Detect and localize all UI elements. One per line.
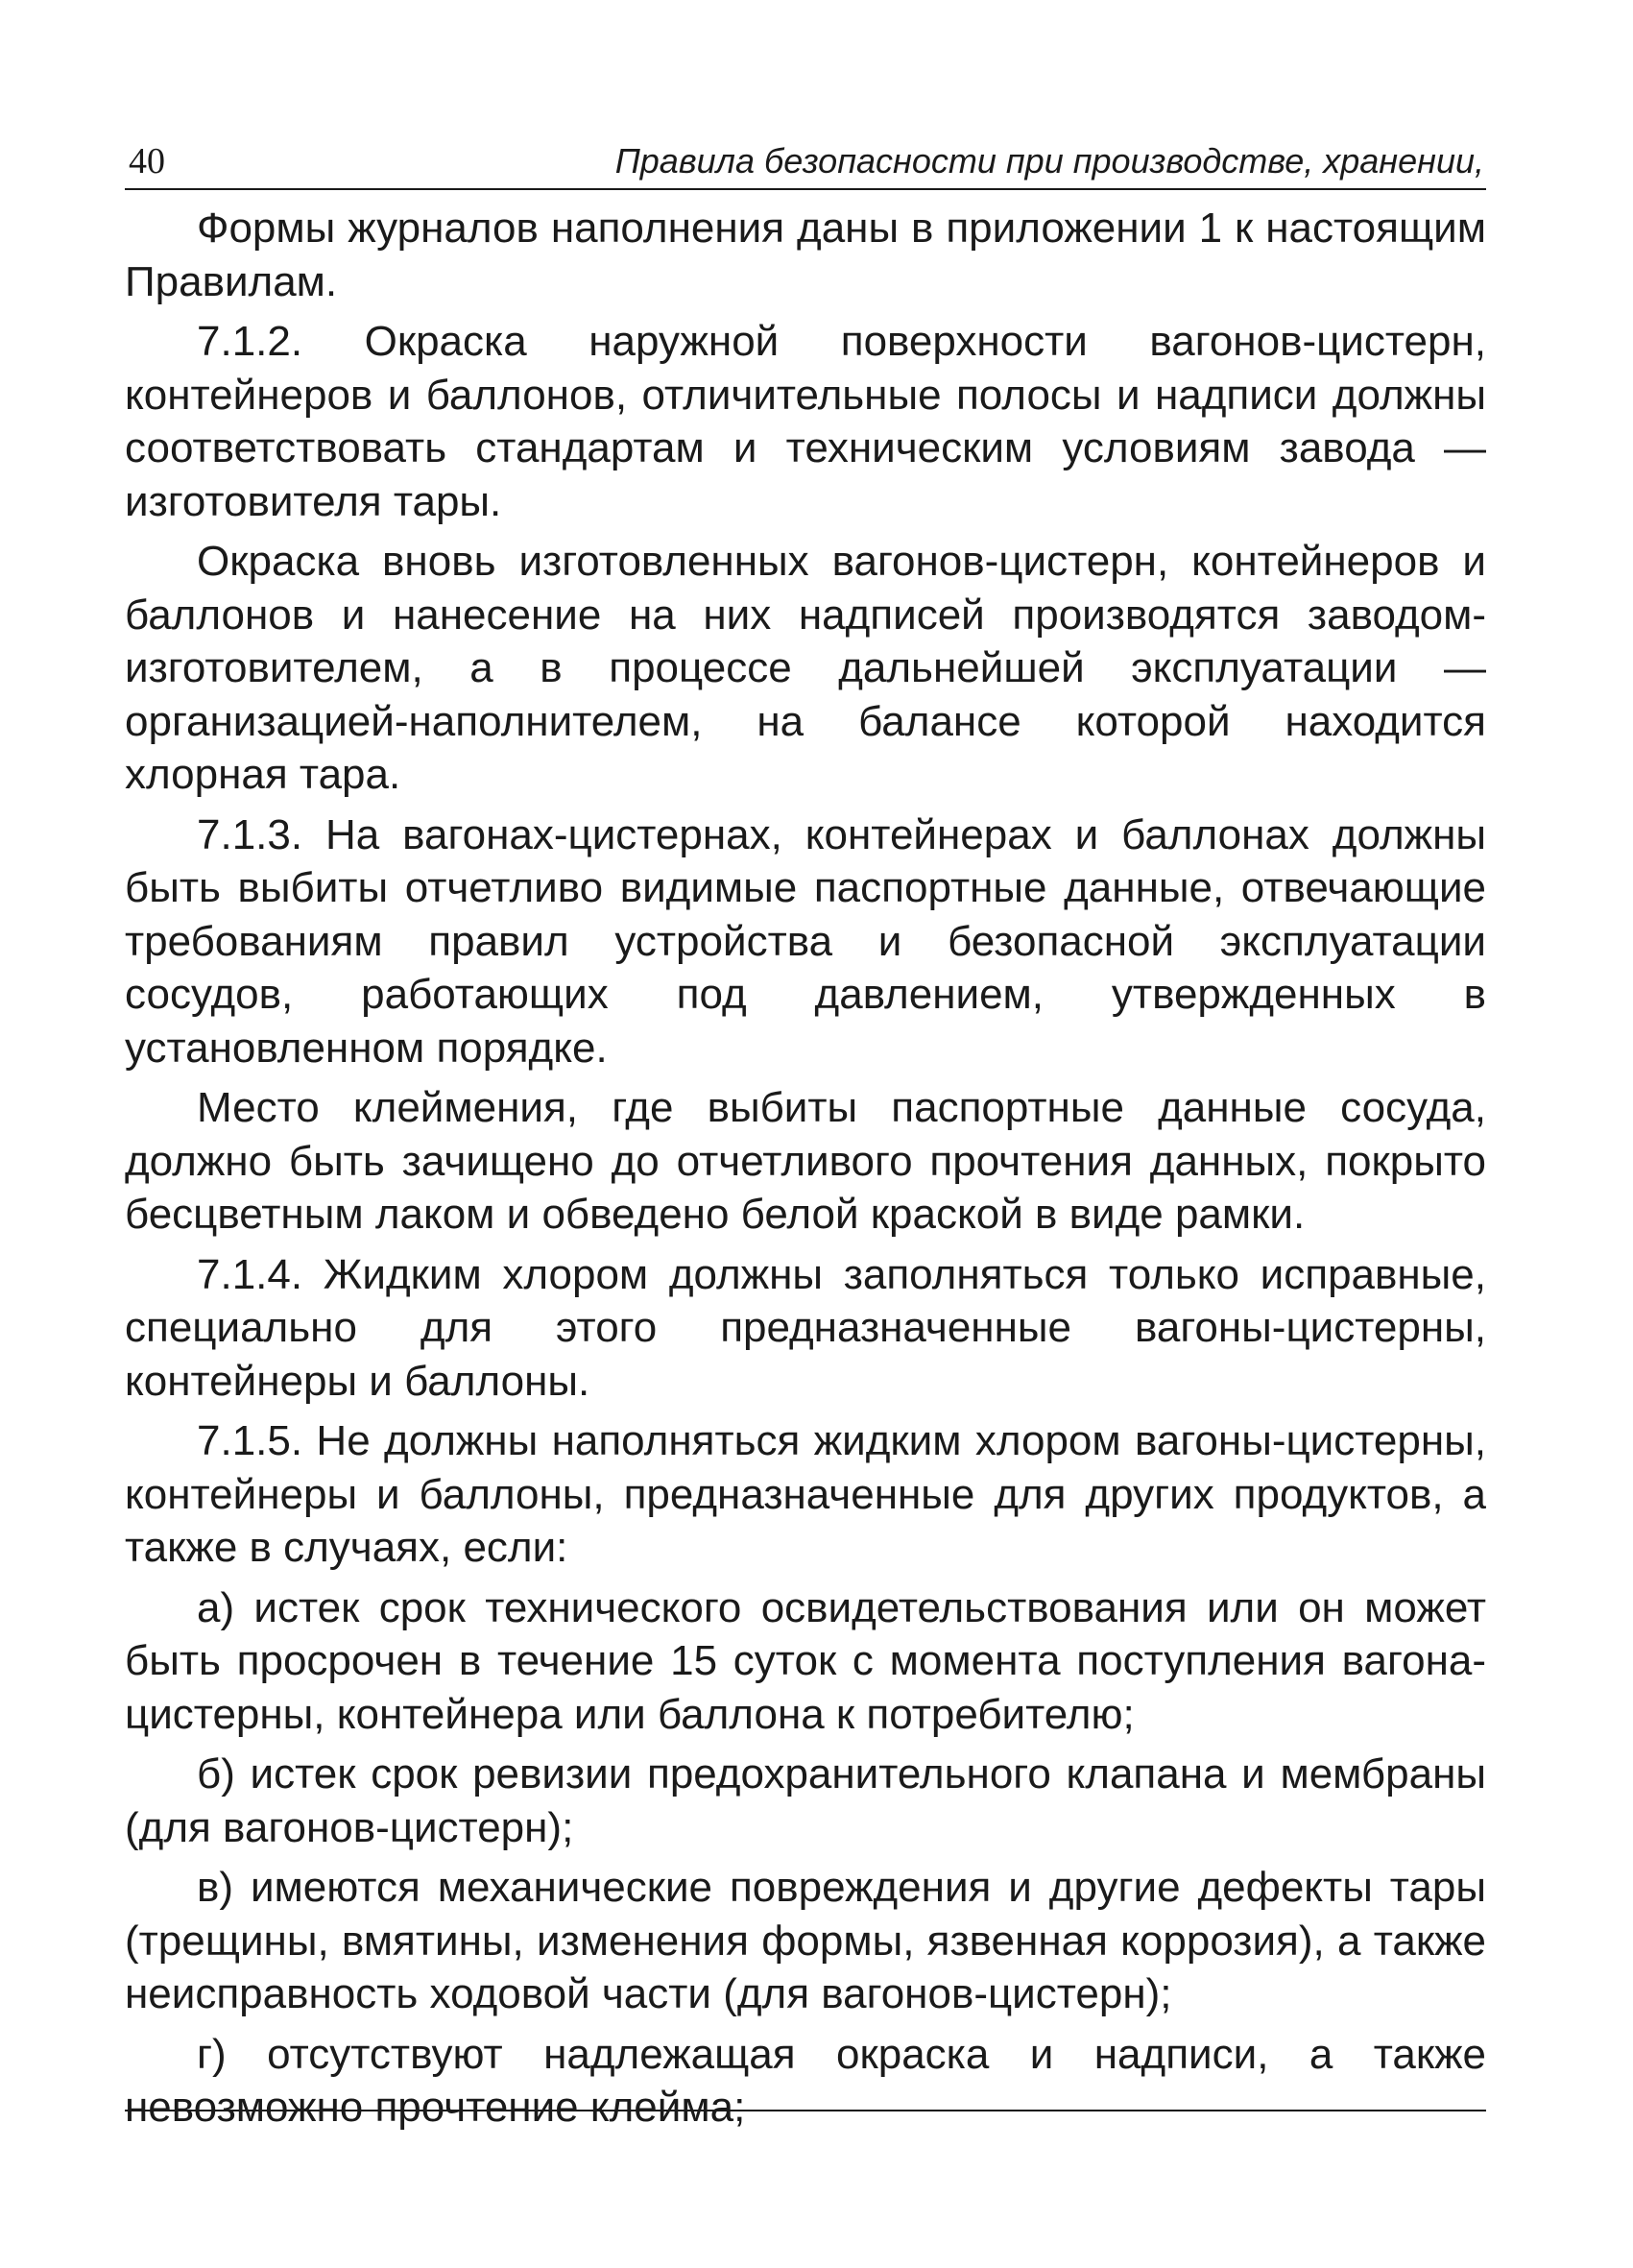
- paragraph-7-1-5: 7.1.5. Не должны наполняться жидким хлором вагоны-цистерны, контейнеры и баллоны, предназначенные для других продуктов, а также в случаях, если:: [125, 1417, 1486, 1571]
- paragraph-7-1-3: 7.1.3. На вагонах-цистернах, контейнерах и баллонах должны быть выбиты отчетливо видимые паспортные данные, отвечающие требованиям правил устройства и безопасной эксплуатации сосудов, работающих под давлением, утвержденных в установленном порядке.: [125, 810, 1486, 1072]
- paragraph-7-1-4: 7.1.4. Жидким хлором должны заполняться только исправные, специально для этого предназначенные вагоны-цистерны, контейнеры и баллоны.: [125, 1250, 1486, 1405]
- list-item-v: в) имеются механические повреждения и другие дефекты тары (трещины, вмятины, изменения формы, язвенная коррозия), а также неисправность ходовой части (для вагонов-цистерн);: [125, 1864, 1486, 2017]
- bottom-divider: [125, 2110, 1486, 2111]
- list-item-a: а) истек срок технического освидетельствования или он может быть просрочен в течение 15 суток с момента поступления вагона-цистерны, контейнера или баллона к потребителю;: [125, 1583, 1486, 1738]
- list-item-g: г) отсутствуют надлежащая окраска и надписи, а также невозможно прочтение клейма;: [125, 2030, 1486, 2131]
- running-header: [125, 134, 1486, 190]
- paragraph-7-1-2: 7.1.2. Окраска наружной поверхности вагонов-цистерн, контейнеров и баллонов, отличительные полосы и надписи должны соответствовать стандартам и техническим условиям завода — изготовителя тары.: [125, 318, 1486, 525]
- paragraph-journal-forms: Формы журналов наполнения даны в приложении 1 к настоящим Правилам.: [125, 205, 1486, 305]
- list-item-b: б) истек срок ревизии предохранительного клапана и мембраны (для вагонов-цистерн);: [125, 1750, 1486, 1851]
- page-number: 40: [129, 141, 165, 181]
- paragraph-stamping-place: Место клеймения, где выбиты паспортные данные сосуда, должно быть зачищено до отчетливого прочтения данных, покрыто бесцветным лаком и обведено белой краской в виде рамки.: [125, 1084, 1486, 1238]
- running-title: Правила безопасности при производстве, хранении,: [614, 141, 1484, 181]
- paragraph-painting-new-tanks: Окраска вновь изготовленных вагонов-цистерн, контейнеров и баллонов и нанесение на них надписей производятся заводом-изготовителем, а в процессе дальнейшей эксплуатации — организацией-наполнителем, на балансе которой находится хлорная тара.: [125, 538, 1486, 798]
- body-text: [125, 202, 1486, 2141]
